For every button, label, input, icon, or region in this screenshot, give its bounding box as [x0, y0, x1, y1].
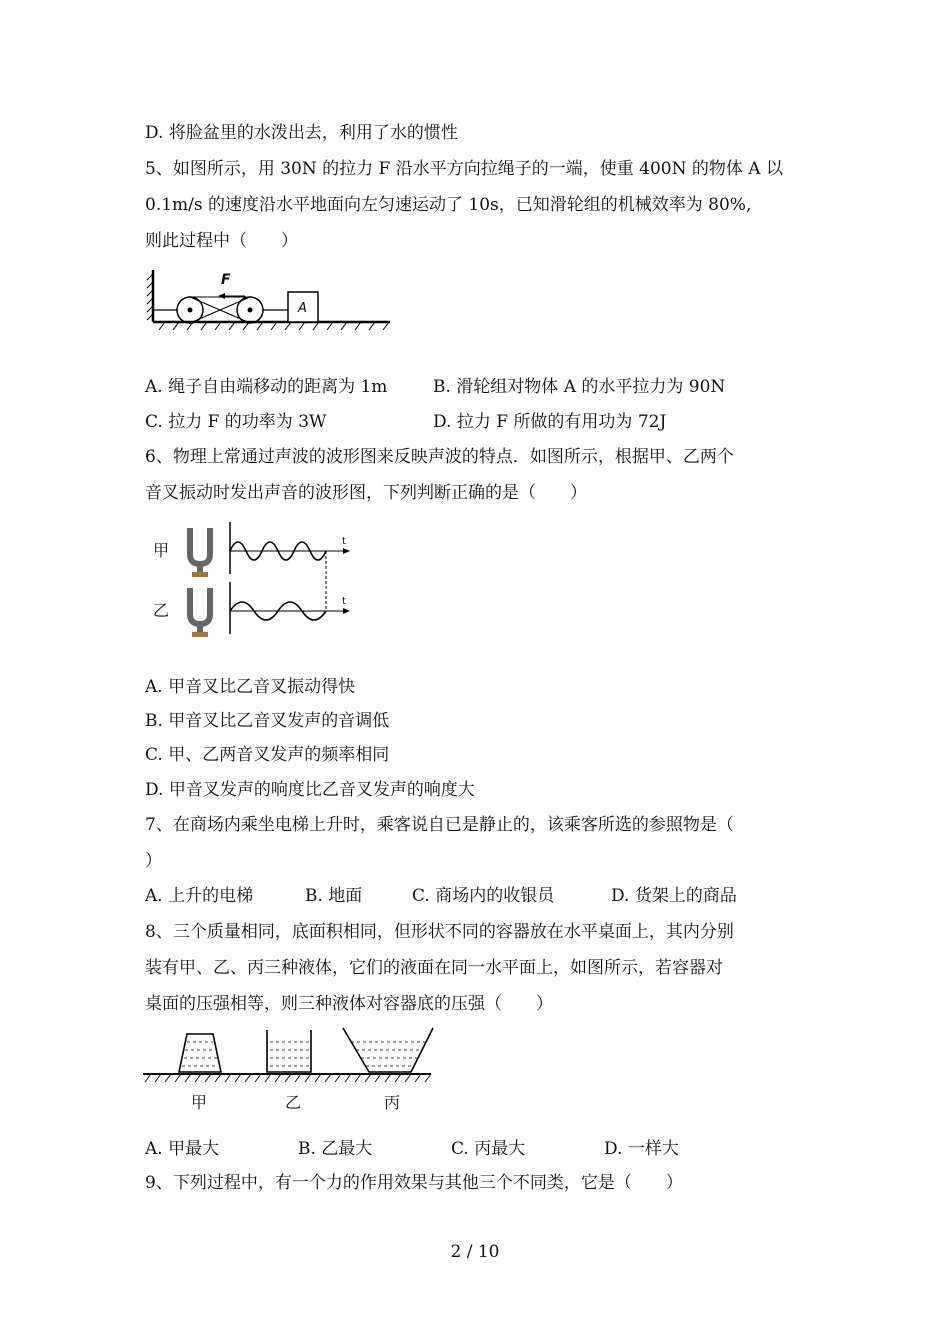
- q5-option-d[interactable]: D. 拉力 F 所做的有用功为 72J: [433, 412, 667, 432]
- q7-stem-line1: 7、在商场内乘坐电梯上升时，乘客说自已是静止的，该乘客所选的参照物是（: [145, 815, 734, 835]
- q5-pulley-figure: [145, 266, 395, 338]
- q8-option-d[interactable]: D. 一样大: [604, 1139, 679, 1159]
- q7-option-b[interactable]: B. 地面: [305, 886, 363, 906]
- page-number: 2 / 10: [450, 1242, 500, 1262]
- q6-option-d[interactable]: D. 甲音叉发声的响度比乙音叉发声的响度大: [145, 780, 475, 800]
- q6-label-yi: 乙: [153, 601, 170, 620]
- q5-option-a[interactable]: A. 绳子自由端移动的距离为 1m: [145, 377, 388, 397]
- q7-option-c[interactable]: C. 商场内的收银员: [412, 886, 555, 906]
- q8-label-yi: 乙: [285, 1093, 302, 1112]
- q8-containers-figure: [143, 1026, 433, 1086]
- q7-stem-line2: ）: [145, 851, 162, 871]
- q6-label-jia: 甲: [153, 541, 170, 560]
- q8-label-jia: 甲: [191, 1093, 208, 1112]
- q5-block-label: A: [298, 301, 307, 316]
- q5-option-c[interactable]: C. 拉力 F 的功率为 3W: [145, 412, 327, 432]
- q8-stem-line3: 桌面的压强相等，则三种液体对容器底的压强（ ）: [145, 994, 553, 1014]
- q6-waveform-figure: [180, 520, 360, 640]
- q6-stem-line1: 6、物理上常通过声波的波形图来反映声波的特点．如图所示，根据甲、乙两个: [145, 447, 734, 467]
- q6-stem-line2: 音叉振动时发出声音的波形图，下列判断正确的是（ ）: [145, 483, 587, 503]
- q8-option-c[interactable]: C. 丙最大: [451, 1139, 526, 1159]
- q7-option-a[interactable]: A. 上升的电梯: [145, 886, 254, 906]
- q5-force-label: F: [221, 272, 231, 288]
- container-jia: [179, 1034, 221, 1072]
- q8-stem-line2: 装有甲、乙、丙三种液体，它们的液面在同一水平面上，如图所示，若容器对: [145, 958, 723, 978]
- tuning-fork-jia-icon: [190, 528, 210, 577]
- q8-option-b[interactable]: B. 乙最大: [298, 1139, 373, 1159]
- q7-option-d[interactable]: D. 货架上的商品: [611, 886, 737, 906]
- q8-label-bing: 丙: [384, 1093, 401, 1112]
- q5-option-b[interactable]: B. 滑轮组对物体 A 的水平拉力为 90N: [433, 377, 726, 397]
- q6-axis-t-jia: t: [342, 536, 346, 547]
- q5-stem-line3: 则此过程中（ ）: [145, 231, 298, 251]
- q6-option-c[interactable]: C. 甲、乙两音叉发声的频率相同: [145, 745, 390, 765]
- container-bing: [343, 1028, 433, 1072]
- q9-stem-line1: 9、下列过程中，有一个力的作用效果与其他三个不同类，它是（ ）: [145, 1173, 683, 1193]
- q8-option-a[interactable]: A. 甲最大: [145, 1139, 220, 1159]
- q5-stem-line1: 5、如图所示，用 30N 的拉力 F 沿水平方向拉绳子的一端，使重 400N 的物体 A 以: [145, 159, 783, 179]
- q6-option-b[interactable]: B. 甲音叉比乙音叉发声的音调低: [145, 711, 390, 731]
- q5-stem-line2: 0.1m/s 的速度沿水平地面向左匀速运动了 10s，已知滑轮组的机械效率为 80%,: [145, 195, 752, 215]
- q8-stem-line1: 8、三个质量相同，底面积相同，但形状不同的容器放在水平桌面上，其内分别: [145, 922, 734, 942]
- q6-axis-t-yi: t: [342, 596, 346, 607]
- container-yi: [267, 1030, 311, 1072]
- q4-option-d: D. 将脸盆里的水泼出去，利用了水的惯性: [145, 123, 458, 143]
- tuning-fork-yi-icon: [190, 588, 210, 637]
- q6-option-a[interactable]: A. 甲音叉比乙音叉振动得快: [145, 677, 356, 697]
